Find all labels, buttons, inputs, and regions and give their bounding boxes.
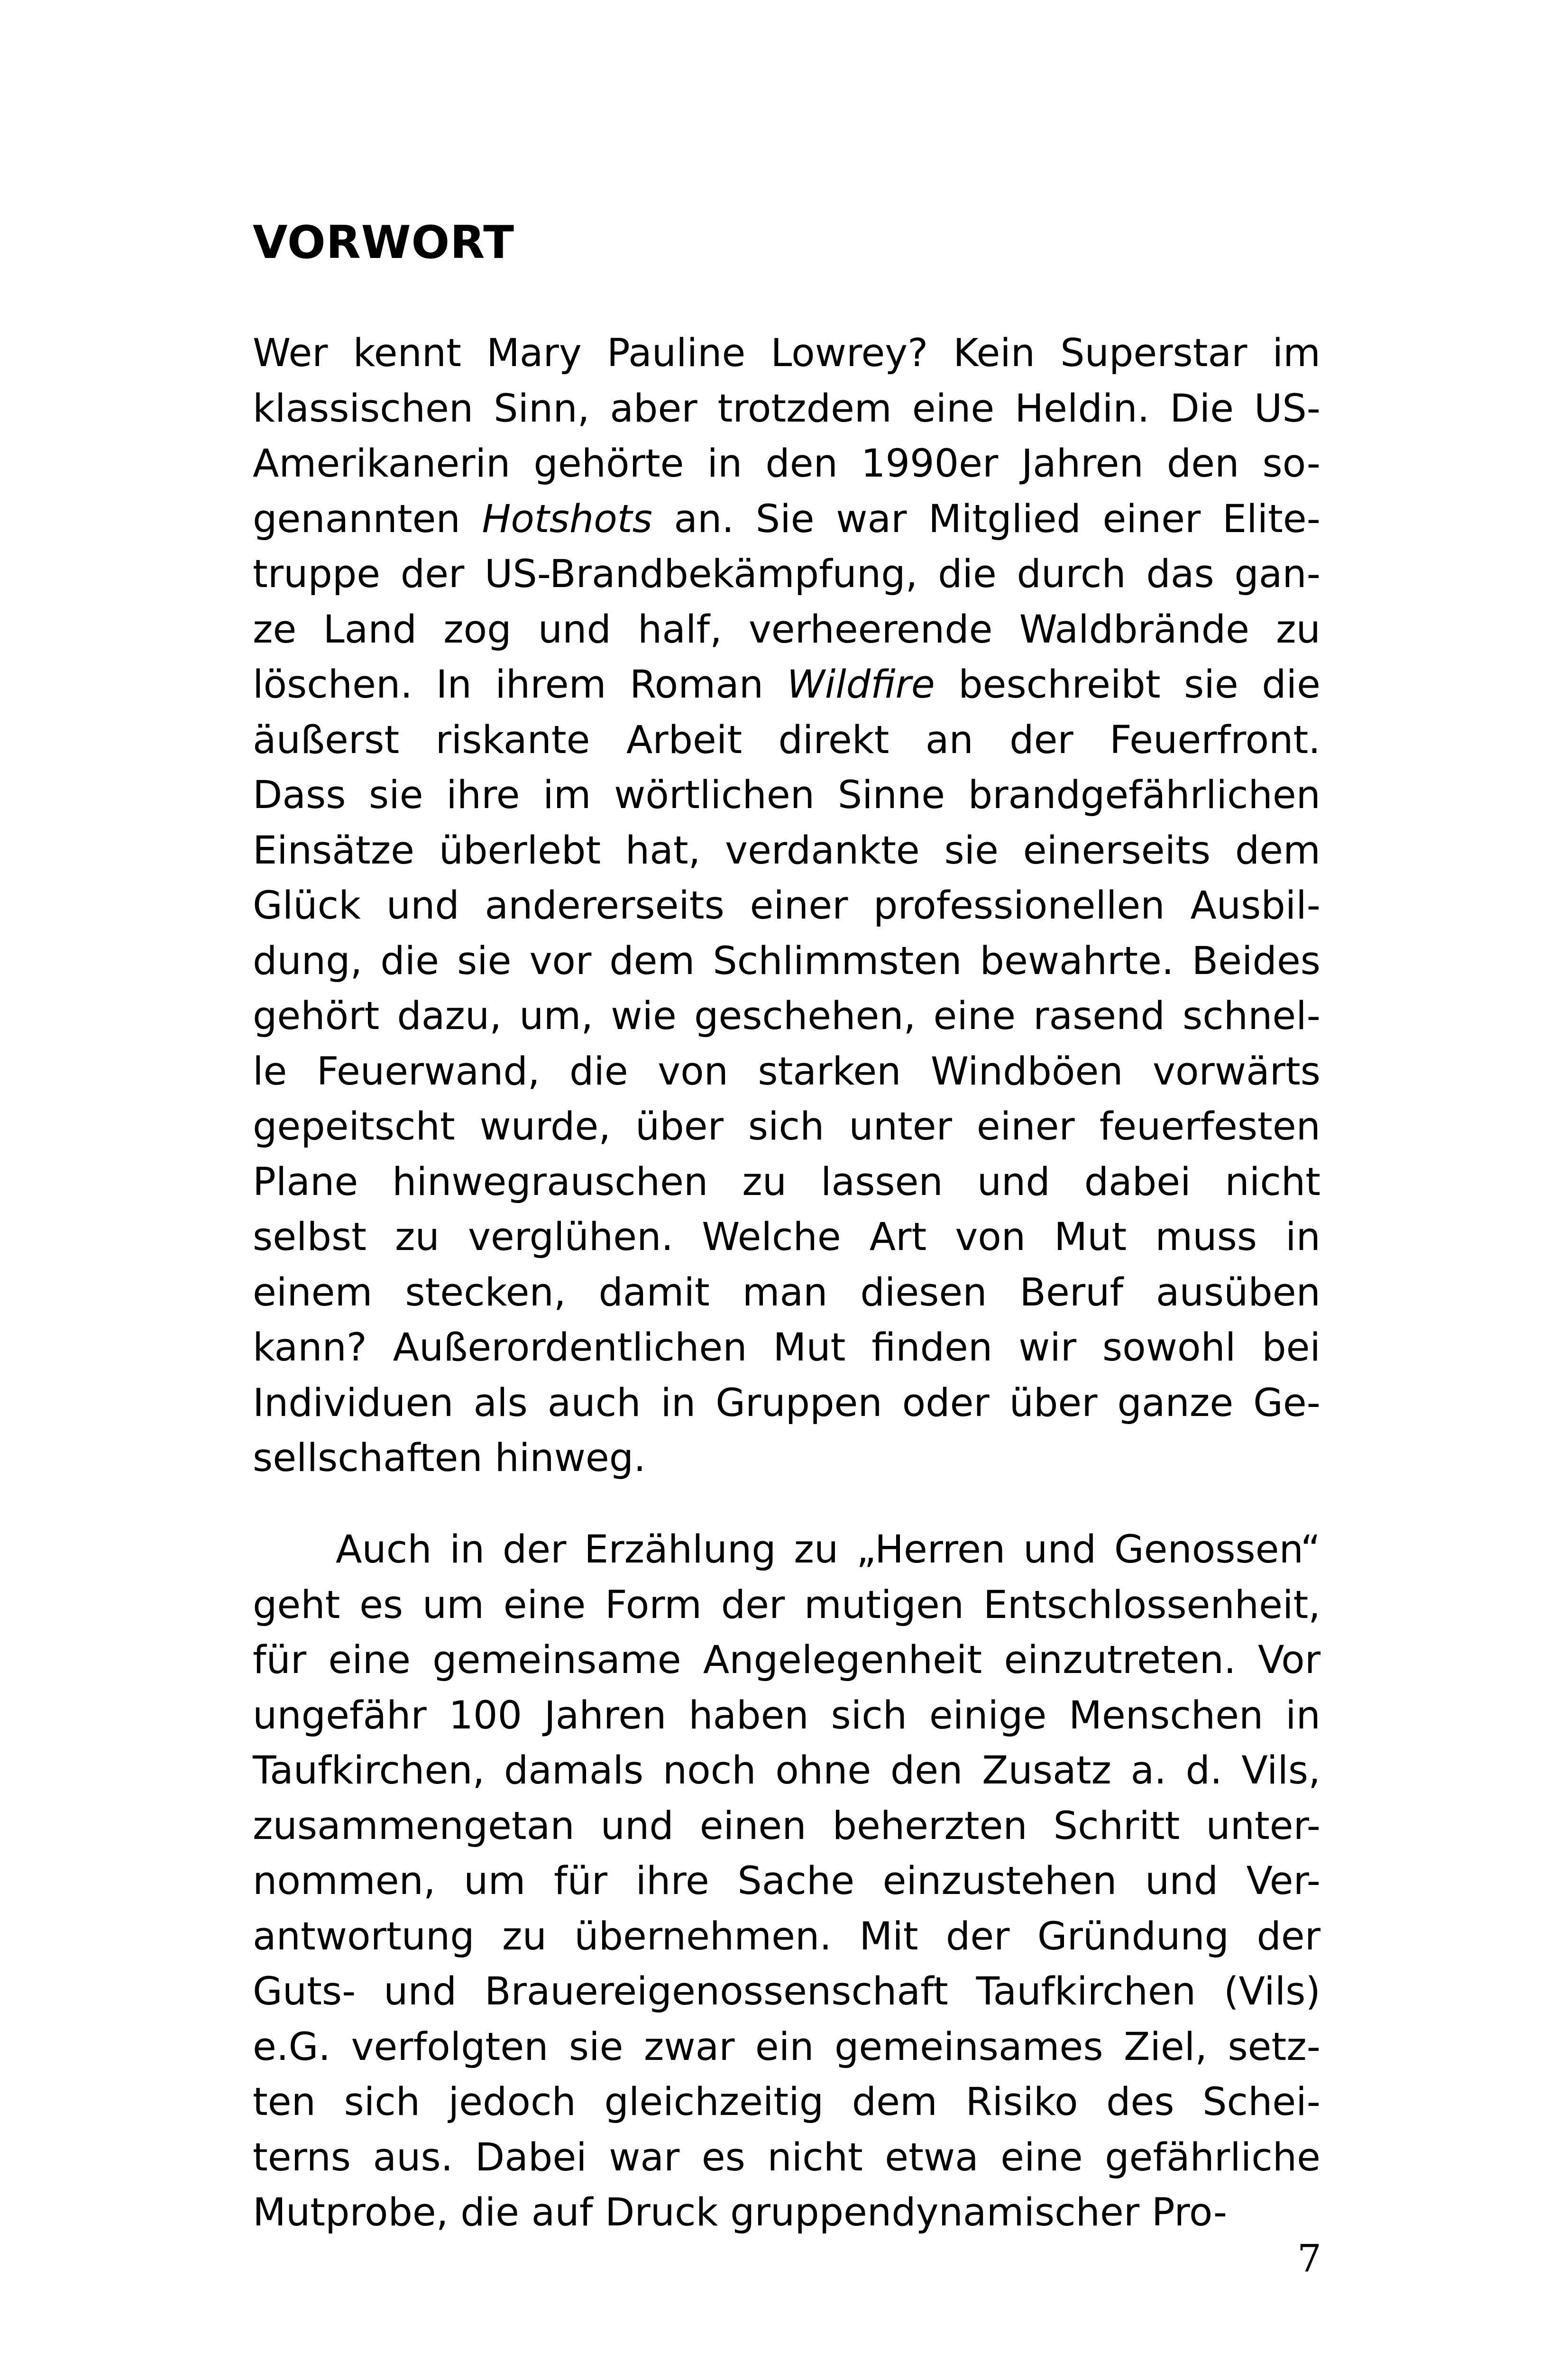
text-segment: zusammengetan und einen beherzten Schritt unter-: [253, 1803, 1320, 1848]
text-segment: löschen. In ihrem Roman: [253, 662, 787, 707]
text-segment: dung, die sie vor dem Schlimmsten bewahrte. Beides: [253, 938, 1320, 983]
text-segment: Taufkirchen, damals noch ohne den Zusatz a. d. Vils,: [253, 1748, 1320, 1793]
text-line: [253, 989, 1320, 1044]
text-segment: Glück und andererseits einer professionellen Ausbil-: [253, 883, 1320, 928]
paragraph-1: [253, 326, 1320, 1486]
text-line: [253, 1376, 1320, 1431]
text-segment: truppe der US-Brandbekämpfung, die durch das gan-: [253, 552, 1320, 597]
text-segment: Mutprobe, die auf Druck gruppendynamischer Pro-: [253, 2190, 1228, 2235]
text-segment: äußerst riskante Arbeit direkt an der Feuerfront.: [253, 717, 1320, 763]
text-line: [253, 547, 1320, 602]
text-line: [253, 1854, 1320, 1909]
text-line: [253, 1431, 1320, 1486]
text-segment: Dass sie ihre im wörtlichen Sinne brandgefährlichen: [253, 773, 1320, 818]
text-line: [253, 1799, 1320, 1854]
text-line: [253, 2020, 1320, 2075]
text-segment: klassischen Sinn, aber trotzdem eine Heldin. Die US-: [253, 386, 1320, 431]
text-segment: Individuen als auch in Gruppen oder über ganze Ge-: [253, 1380, 1320, 1425]
text-segment: gepeitscht wurde, über sich unter einer feuerfesten: [253, 1104, 1320, 1149]
text-line: [253, 1633, 1320, 1688]
text-segment: genannten: [253, 496, 482, 542]
text-segment: Einsätze überlebt hat, verdankte sie einerseits dem: [253, 828, 1320, 873]
text-line: [253, 823, 1320, 879]
chapter-heading: VORWORT: [253, 217, 514, 269]
text-segment: ungefähr 100 Jahren haben sich einige Menschen in: [253, 1693, 1320, 1738]
text-line: [253, 1210, 1320, 1265]
text-line: [253, 1688, 1320, 1744]
text-line: [253, 436, 1320, 492]
text-line: [253, 602, 1320, 658]
text-line: [253, 381, 1320, 437]
text-line: [253, 1044, 1320, 1100]
text-segment: terns aus. Dabei war es nicht etwa eine gefährliche: [253, 2135, 1320, 2180]
text-line: [253, 2130, 1320, 2186]
text-line: [253, 1265, 1320, 1321]
text-line: [253, 1522, 1320, 1578]
text-segment: le Feuerwand, die von starken Windböen vorwärts: [253, 1049, 1320, 1094]
text-segment: nommen, um für ihre Sache einzustehen und Ver-: [253, 1859, 1320, 1903]
text-segment: e.G. verfolgten sie zwar ein gemeinsames Ziel, setz-: [253, 2024, 1320, 2069]
text-segment: ten sich jedoch gleichzeitig dem Risiko des Schei-: [253, 2080, 1320, 2124]
page-number: 7: [1297, 2236, 1321, 2280]
text-segment: für eine gemeinsame Angelegenheit einzutreten. Vor: [253, 1638, 1320, 1682]
text-segment: sellschaften hinweg.: [253, 1436, 646, 1480]
italic-title: Hotshots: [482, 496, 652, 542]
text-line: [253, 768, 1320, 823]
text-segment: einem stecken, damit man diesen Beruf ausüben: [253, 1270, 1320, 1315]
text-segment: ze Land zog und half, verheerende Waldbrände zu: [253, 607, 1320, 652]
text-segment: gehört dazu, um, wie geschehen, eine rasend schnel-: [253, 994, 1320, 1038]
text-segment: selbst zu verglühen. Welche Art von Mut muss in: [253, 1215, 1320, 1259]
italic-title: Wildfire: [787, 662, 935, 707]
text-segment: Guts- und Brauereigenossenschaft Taufkirchen (Vils): [253, 1969, 1320, 2014]
text-line: [253, 1320, 1320, 1376]
text-line: [253, 934, 1320, 989]
text-line: [253, 657, 1320, 713]
text-line: [253, 1578, 1320, 1633]
text-segment: Wer kennt Mary Pauline Lowrey? Kein Superstar im: [253, 331, 1320, 376]
text-line: [253, 713, 1320, 768]
text-line: [253, 1964, 1320, 2020]
text-line: [253, 2185, 1320, 2241]
text-line: [253, 878, 1320, 934]
text-segment: geht es um eine Form der mutigen Entschlossenheit,: [253, 1582, 1320, 1627]
text-segment: an. Sie war Mitglied einer Elite-: [652, 496, 1320, 542]
text-line: [253, 1743, 1320, 1799]
text-line: [253, 1909, 1320, 1965]
text-segment: Plane hinwegrauschen zu lassen und dabei nicht: [253, 1159, 1320, 1204]
text-line: [253, 492, 1320, 547]
text-segment: kann? Außerordentlichen Mut finden wir sowohl bei: [253, 1325, 1320, 1370]
paragraph-2: [253, 1522, 1320, 2241]
text-line: [253, 2075, 1320, 2130]
text-line: [253, 1155, 1320, 1210]
text-segment: Auch in der Erzählung zu „Herren und Genossen“: [336, 1527, 1320, 1572]
text-segment: beschreibt sie die: [935, 662, 1320, 707]
text-line: [253, 1099, 1320, 1155]
text-segment: Amerikanerin gehörte in den 1990er Jahren den so-: [253, 441, 1320, 486]
text-line: [253, 326, 1320, 381]
text-segment: antwortung zu übernehmen. Mit der Gründung der: [253, 1914, 1320, 1959]
